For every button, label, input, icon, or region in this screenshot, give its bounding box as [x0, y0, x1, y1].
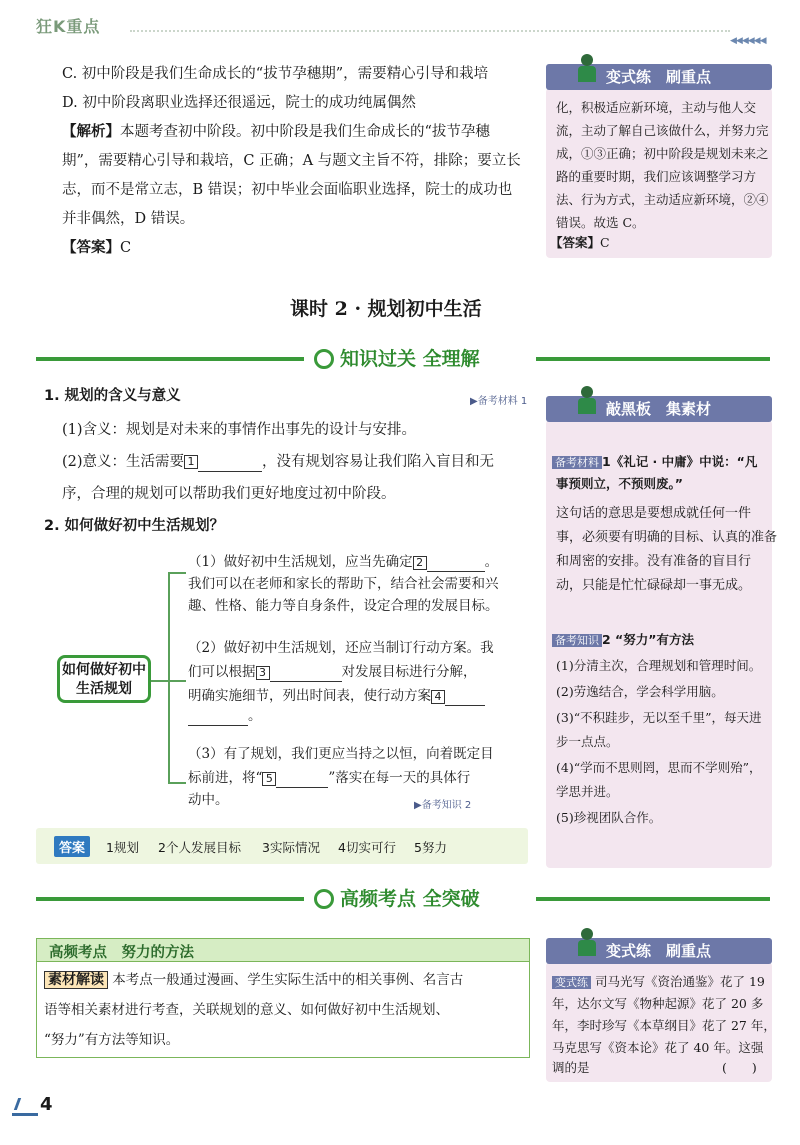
section-2-heading: 2. 如何做好初中生活规划？ [44, 518, 225, 534]
mind-connector [168, 572, 186, 574]
high-freq-header: 高频考点 努力的方法 [36, 938, 530, 962]
mind-connector [168, 680, 186, 682]
answer-item: 5努力 [414, 840, 447, 855]
analysis-label: 【解析】 [62, 124, 120, 140]
side-practice-line: 成，①③正确；初中阶段是规划未来之 [556, 146, 769, 161]
side-practice-2-line: 变式练 司马光写《资治通鉴》花了 19 [552, 972, 765, 993]
side-practice-line: 路的重要时期，我们应该调整学习方 [556, 169, 757, 184]
answer-line: 【答案】C [62, 240, 132, 256]
blank-2[interactable]: 2 [413, 556, 427, 570]
knowledge-2-item: (2)劳逸结合，学会科学用脑。 [556, 684, 724, 699]
student-icon [576, 54, 598, 84]
blank-4[interactable]: 4 [431, 690, 445, 704]
side-practice-line: 化，积极适应新环境，主动与他人交 [556, 100, 757, 115]
material-1-text: 这句话的意思是要想成就任何一件 [556, 506, 752, 521]
ref-knowledge-2: ▶备考知识 2 [414, 800, 472, 811]
swirl-icon [314, 889, 334, 909]
knowledge-2-title: 备考知识 2 “努力”有方法 [552, 630, 694, 651]
plan-step-2: （2）做好初中生活规划，还应当制订行动方案。我 [188, 640, 494, 656]
meaning-line: (1)含义：规划是对未来的事情作出事先的设计与安排。 [62, 422, 417, 438]
plan-step-3-line: 标前进，将“ 5 ”落实在每一天的具体行 [188, 770, 471, 786]
side-practice-line: 错误。故选 C。 [556, 215, 645, 230]
side-practice-answer: 【答案】C [550, 235, 610, 250]
plan-step-1-line: 趣、性格、能力等自身条件，设定合理的发展目标。 [188, 598, 499, 614]
answer-label: 【答案】 [62, 240, 120, 256]
practice-tag: 变式练 [552, 976, 591, 989]
plan-step-3-line: 动中。 [188, 792, 229, 808]
analysis-line-3: 志，而不是常立志，B 错误；初中毕业会面临职业选择，院士的成功也 [62, 182, 513, 198]
material-reading-tag: 素材解读 [44, 971, 108, 989]
plan-step-2-line: 明确实施细节，列出时间表，使行动方案 4 [188, 686, 485, 706]
side-practice-header-1: 变式练 刷重点 [546, 64, 772, 90]
significance-line: (2)意义：生活需要 1 ，没有规划容易让我们陷入盲目和无 [62, 454, 495, 470]
significance-line-2: 序，合理的规划可以帮助我们更好地度过初中阶段。 [62, 486, 396, 502]
side-blackboard-header: 敲黑板 集素材 [546, 396, 772, 422]
knowledge-2-item: (4)“学而不思则罔，思而不学则殆”， [556, 760, 762, 775]
knowledge-2-item: (3)“不积跬步，无以至千里”，每天进 [556, 710, 762, 725]
side-practice-header-2: 变式练 刷重点 [546, 938, 772, 964]
section-1-heading: 1. 规划的含义与意义 [44, 388, 181, 404]
header-arrows-icon: ◀◀◀◀◀◀ [730, 36, 766, 46]
answer-item: 4切实可行 [338, 840, 396, 855]
material-1-text: 事，必须要有明确的目标、认真的准备 [556, 530, 778, 545]
knowledge-2-item: 学思并进。 [556, 784, 619, 799]
pen-icon [12, 1096, 38, 1116]
ref-material-1: ▶备考材料 1 [470, 396, 528, 407]
mind-connector [150, 680, 168, 682]
side-practice-2-line: 调的是 [552, 1060, 590, 1075]
answers-bar [36, 828, 528, 864]
material-1-title-2: 事预则立，不预则废。” [556, 476, 683, 491]
plan-step-2-line: 们可以根据 3 对发展目标进行分解， [188, 664, 477, 680]
answer-paren[interactable]: ( ) [722, 1060, 757, 1075]
material-tag: 备考材料 [552, 456, 602, 469]
side-practice-2-line: 年，达尔文写《物种起源》花了 20 多 [552, 996, 764, 1011]
blank-3[interactable]: 3 [256, 666, 270, 680]
plan-step-2-line: 。 [188, 706, 262, 726]
knowledge-2-item: (5)珍视团队合作。 [556, 810, 662, 825]
lesson-title: 课时 2 · 规划初中生活 [290, 298, 482, 320]
answer-item: 3实际情况 [262, 840, 320, 855]
option-d: D. 初中阶段离职业选择还很遥远，院士的成功纯属偶然 [62, 95, 416, 111]
blank-1[interactable]: 1 [184, 455, 198, 469]
material-1-text: 和周密的安排。没有准备的盲目行 [556, 554, 752, 569]
material-1-text: 动，只能是忙忙碌碌却一事无成。 [556, 578, 752, 593]
high-freq-line: “努力”有方法等知识。 [44, 1032, 180, 1048]
page-number: 4 [40, 1094, 53, 1115]
mindmap-center-node: 如何做好初中生活规划 [57, 655, 151, 703]
header-divider [130, 30, 730, 32]
high-freq-line: 语等相关素材进行考查，关联规划的意义、如何做好初中生活规划、 [44, 1002, 449, 1018]
plan-step-3: （3）有了规划，我们更应当持之以恒，向着既定目 [188, 746, 494, 762]
answer-item: 2个人发展目标 [158, 840, 241, 855]
plan-step-1: （1）做好初中生活规划，应当先确定 2 。 [188, 554, 499, 570]
section-banner-knowledge: 知识过关 全理解 [36, 344, 770, 374]
mind-connector [168, 782, 186, 784]
knowledge-2-item: 步一点点。 [556, 734, 619, 749]
analysis-line-4: 并非偶然，D 错误。 [62, 211, 195, 227]
page-header [0, 0, 800, 44]
swirl-icon [314, 349, 334, 369]
student-icon [576, 928, 598, 958]
mind-connector [168, 572, 170, 784]
analysis-line-2: 期”，需要精心引导和栽培，C 正确；A 与题文主旨不符，排除；要立长 [62, 153, 521, 169]
side-practice-line: 流，主动了解自己该做什么，并努力完 [556, 123, 769, 138]
section-banner-highfreq: 高频考点 全突破 [36, 884, 770, 914]
option-c: C. 初中阶段是我们生命成长的“拔节孕穗期”，需要精心引导和栽培 [62, 66, 489, 82]
blank-5[interactable]: 5 [262, 772, 276, 786]
side-practice-2-line: 年，李时珍写《本草纲目》花了 27 年， [552, 1018, 776, 1033]
plan-step-1-line: 我们可以在老师和家长的帮助下，结合社会需要和兴 [188, 576, 499, 592]
material-1-title: 备考材料 1《礼记 · 中庸》中说：“凡 [552, 452, 757, 473]
knowledge-2-item: (1)分清主次，合理规划和管理时间。 [556, 658, 762, 673]
side-practice-2-line: 马克思写《资本论》花了 40 年。这强 [552, 1040, 764, 1055]
knowledge-tag: 备考知识 [552, 634, 602, 647]
answers-label: 答案 [54, 836, 90, 857]
side-practice-line: 法、行为方式，主动适应新环境，②④ [556, 192, 769, 207]
brand-logo: 狂K重点 [36, 17, 101, 36]
answer-item: 1规划 [106, 840, 139, 855]
high-freq-line: 素材解读 本考点一般通过漫画、学生实际生活中的相关事例、名言古 [44, 970, 463, 990]
analysis-line-1: 【解析】本题考查初中阶段。初中阶段是我们生命成长的“拔节孕穗 [62, 124, 490, 140]
student-icon [576, 386, 598, 416]
